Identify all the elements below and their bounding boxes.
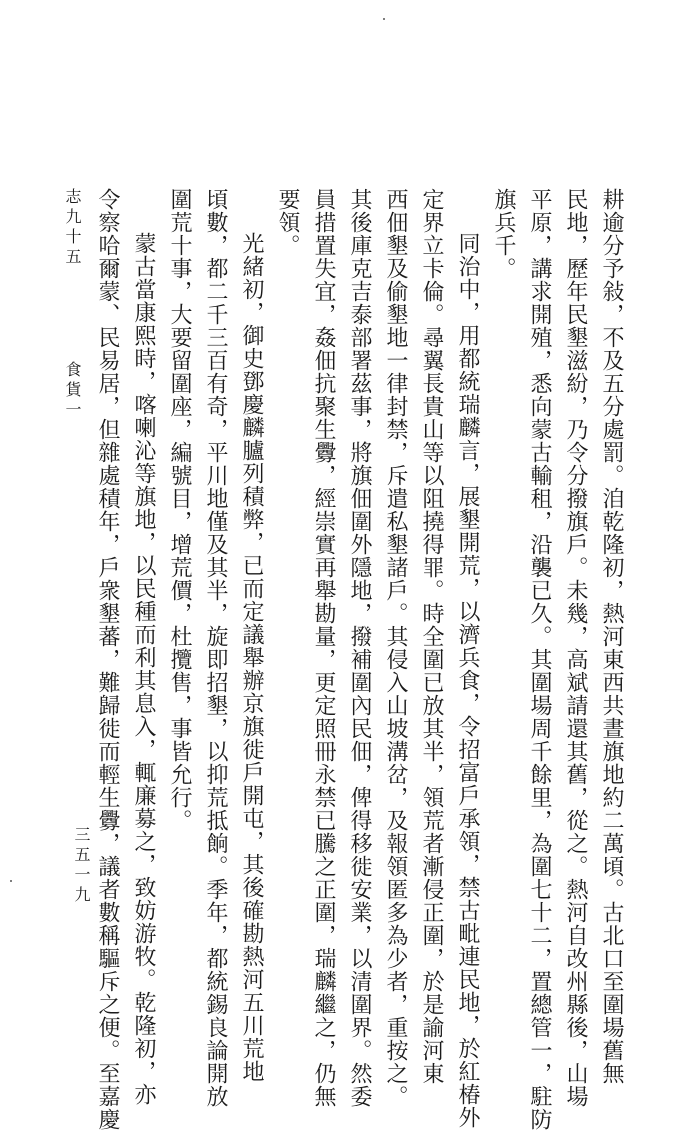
text-column-10 — [273, 188, 301, 968]
chapter-label: 志九十五 — [63, 188, 82, 268]
text-segment: 員措置失宜，姦佃抗聚生釁，經崇實再舉勘量，更定照冊永禁已騰之正圍，瑞麟繼之，仍無 — [311, 188, 336, 1108]
text-segment: 平原，講求開殖，悉向蒙古輸租，沿襲已久。其圍場周千餘里，為圍七十二，置總管一，駐防 — [527, 188, 552, 1131]
text-segment: 其後庫克吉泰部署茲事，將旗佃圍外隱地，撥補圍內民佃，俾得移徙安業，以清圍界。然委 — [347, 188, 372, 1108]
text-segment: 圍荒十事，大要留圍座，編號目，增荒價，杜攬售，事皆允行。 — [167, 188, 192, 832]
text-segment: 西佃墾及偷墾地一律封禁，斥遣私墾諸戶。其侵入山坡溝岔，及報領匿多為少者，重按之。 — [383, 188, 408, 1108]
text-segment: 令察哈爾蒙、民易居，但雜處積年，戶衆墾蕃，難歸徙而輕生釁，議者數稱驅斥之便。至嘉慶 — [95, 188, 120, 1131]
scan-speck — [10, 880, 12, 882]
text-segment: 耕逾分予敍，不及五分處罰。洎乾隆初，熱河東西共晝旗地約二萬頃。 — [599, 188, 624, 901]
text-segment: 同治中，用都統瑞麟言，展墾開荒，以濟兵食，令招富戶承領，禁古毗連民地，於紅椿外 — [455, 232, 480, 1129]
text-segment: 古北口至圍場舊無 — [599, 901, 624, 1085]
text-column-2 — [561, 188, 589, 1108]
text-column-14 — [129, 232, 157, 1106]
text-segment: 蒙古當康熙時，喀喇沁等旗地，以民種而利其息入，輒廉募之，致妨游牧。乾隆初，亦 — [131, 232, 156, 1106]
text-column-3 — [525, 188, 553, 1131]
scan-speck — [383, 18, 385, 20]
text-segment: 頃數，都二千三百有奇，平川地僅及其半，旋即招墾，以抑荒抵餉。季年，都統錫良論開放 — [203, 188, 228, 1108]
text-segment: 要領。 — [275, 188, 300, 257]
text-column-13 — [165, 188, 193, 968]
text-segment: 定界立卡倫。尋翼長貴山等以阻撓得罪。時全圍已放其半，領荒者漸侵正圍，於是諭河東 — [419, 188, 444, 1085]
text-column-7 — [381, 188, 409, 1108]
text-column-15 — [93, 188, 121, 1131]
text-segment: 光緒初，御史鄧慶麟臚列積弊，已而定議舉辦京旗徙戶開屯，其後確勘熱河五川荒地 — [239, 232, 264, 1083]
text-column-4 — [489, 188, 517, 968]
text-column-12 — [201, 188, 229, 1108]
text-column-1 — [597, 188, 625, 1085]
text-column-8 — [345, 188, 373, 1108]
page-number: 三五一九 — [72, 826, 91, 906]
text-segment: 旗兵千。 — [491, 188, 516, 280]
text-column-6 — [417, 188, 445, 1085]
section-label: 食貨一 — [63, 361, 82, 421]
text-column-5 — [453, 232, 481, 1129]
text-column-11 — [237, 232, 265, 1083]
margin-header — [62, 188, 82, 421]
text-segment: 民地，歷年民墾滋紛，乃令分撥旗戶。未幾，高斌請還其舊，從之。熱河自改州縣後，山場 — [563, 188, 588, 1108]
text-column-9 — [309, 188, 337, 1108]
